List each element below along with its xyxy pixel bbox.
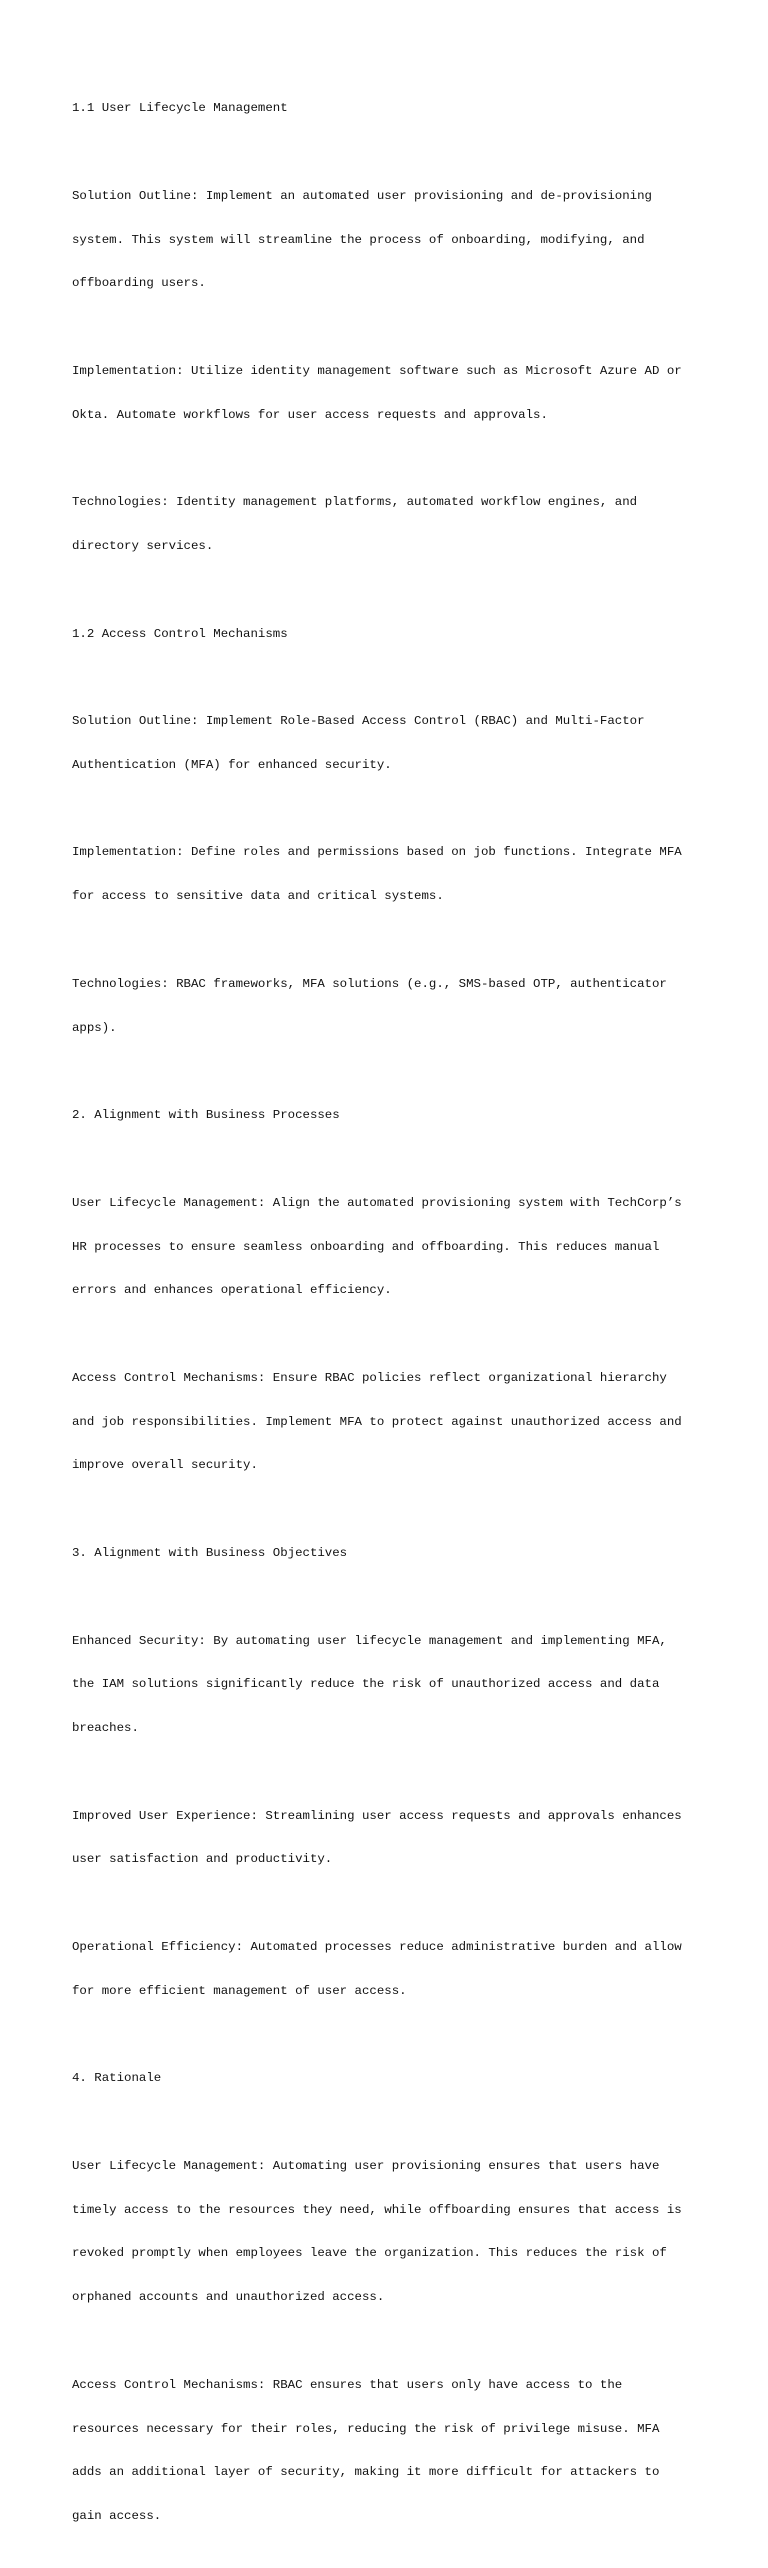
text-line: User Lifecycle Management: Automating user provisioning ensures that users have: [72, 2158, 660, 2173]
paragraph-bo-user-experience: [72, 1779, 712, 1896]
text-line: 2. Alignment with Business Processes: [72, 1108, 340, 1123]
text-line: gain access.: [72, 2509, 162, 2524]
section-heading-1-1: [72, 72, 712, 145]
text-line: Technologies: RBAC frameworks, MFA solutions (e.g., SMS-based OTP, authenticator: [72, 976, 667, 991]
text-line: user satisfaction and productivity.: [72, 1852, 333, 1867]
paragraph-ulm-implementation: [72, 335, 712, 452]
text-line: orphaned accounts and unauthorized access.: [72, 2290, 385, 2305]
text-line: 3. Alignment with Business Objectives: [72, 1545, 348, 1560]
paragraph-bp-user-lifecycle: [72, 1167, 712, 1328]
text-line: Technologies: Identity management platforms, automated workflow engines, and: [72, 495, 638, 510]
text-line: errors and enhances operational efficiency.: [72, 1283, 392, 1298]
text-line: Improved User Experience: Streamlining user access requests and approvals enhances: [72, 1808, 682, 1823]
text-line: breaches.: [72, 1721, 139, 1736]
text-line: 4. Rationale: [72, 2071, 162, 2086]
paragraph-bo-enhanced-security: [72, 1604, 712, 1765]
paragraph-acm-solution-outline: [72, 685, 712, 802]
paragraph-acm-technologies: [72, 948, 712, 1065]
paragraph-bo-operational-efficiency: [72, 1911, 712, 2028]
text-line: adds an additional layer of security, making it more difficult for attackers to: [72, 2465, 660, 2480]
paragraph-bp-access-control: [72, 1342, 712, 1503]
text-line: Implementation: Define roles and permissions based on job functions. Integrate MFA: [72, 845, 682, 860]
paragraph-ulm-technologies: [72, 466, 712, 583]
text-line: for access to sensitive data and critical systems.: [72, 889, 444, 904]
text-line: Solution Outline: Implement an automated user provisioning and de-provisioning: [72, 188, 652, 203]
text-line: Authentication (MFA) for enhanced security.: [72, 757, 392, 772]
text-line: offboarding users.: [72, 276, 206, 291]
text-line: system. This system will streamline the process of onboarding, modifying, and: [72, 232, 645, 247]
paragraph-rationale-user-lifecycle: [72, 2130, 712, 2334]
paragraph-acm-implementation: [72, 816, 712, 933]
paragraph-rationale-access-control: [72, 2349, 712, 2553]
text-line: Enhanced Security: By automating user lifecycle management and implementing MFA,: [72, 1633, 667, 1648]
section-heading-2: [72, 1079, 712, 1152]
section-heading-3: [72, 1517, 712, 1590]
section-heading-4: [72, 2042, 712, 2115]
text-line: 1.1 User Lifecycle Management: [72, 101, 288, 116]
text-line: revoked promptly when employees leave the organization. This reduces the risk of: [72, 2246, 667, 2261]
text-line: resources necessary for their roles, reducing the risk of privilege misuse. MFA: [72, 2421, 660, 2436]
text-line: Implementation: Utilize identity management software such as Microsoft Azure AD or: [72, 363, 682, 378]
text-line: Solution Outline: Implement Role-Based Access Control (RBAC) and Multi-Factor: [72, 714, 645, 729]
text-line: and job responsibilities. Implement MFA to protect against unauthorized access and: [72, 1414, 682, 1429]
section-heading-1-2: [72, 597, 712, 670]
paragraph-ulm-solution-outline: [72, 160, 712, 321]
text-line: for more efficient management of user access.: [72, 1983, 407, 1998]
text-line: Access Control Mechanisms: RBAC ensures that users only have access to the: [72, 2377, 623, 2392]
text-line: 1.2 Access Control Mechanisms: [72, 626, 288, 641]
text-line: HR processes to ensure seamless onboarding and offboarding. This reduces manual: [72, 1239, 660, 1254]
text-line: improve overall security.: [72, 1458, 258, 1473]
text-line: Operational Efficiency: Automated processes reduce administrative burden and allow: [72, 1940, 682, 1954]
text-line: the IAM solutions significantly reduce the risk of unauthorized access and data: [72, 1677, 660, 1692]
document-page: [72, 72, 712, 2568]
text-line: apps).: [72, 1020, 117, 1035]
text-line: directory services.: [72, 539, 214, 553]
text-line: User Lifecycle Management: Align the automated provisioning system with TechCorp’s: [72, 1195, 682, 1210]
text-line: timely access to the resources they need, while offboarding ensures that access is: [72, 2202, 682, 2217]
text-line: Okta. Automate workflows for user access requests and approvals.: [72, 407, 548, 422]
text-line: Access Control Mechanisms: Ensure RBAC policies reflect organizational hierarchy: [72, 1370, 667, 1385]
